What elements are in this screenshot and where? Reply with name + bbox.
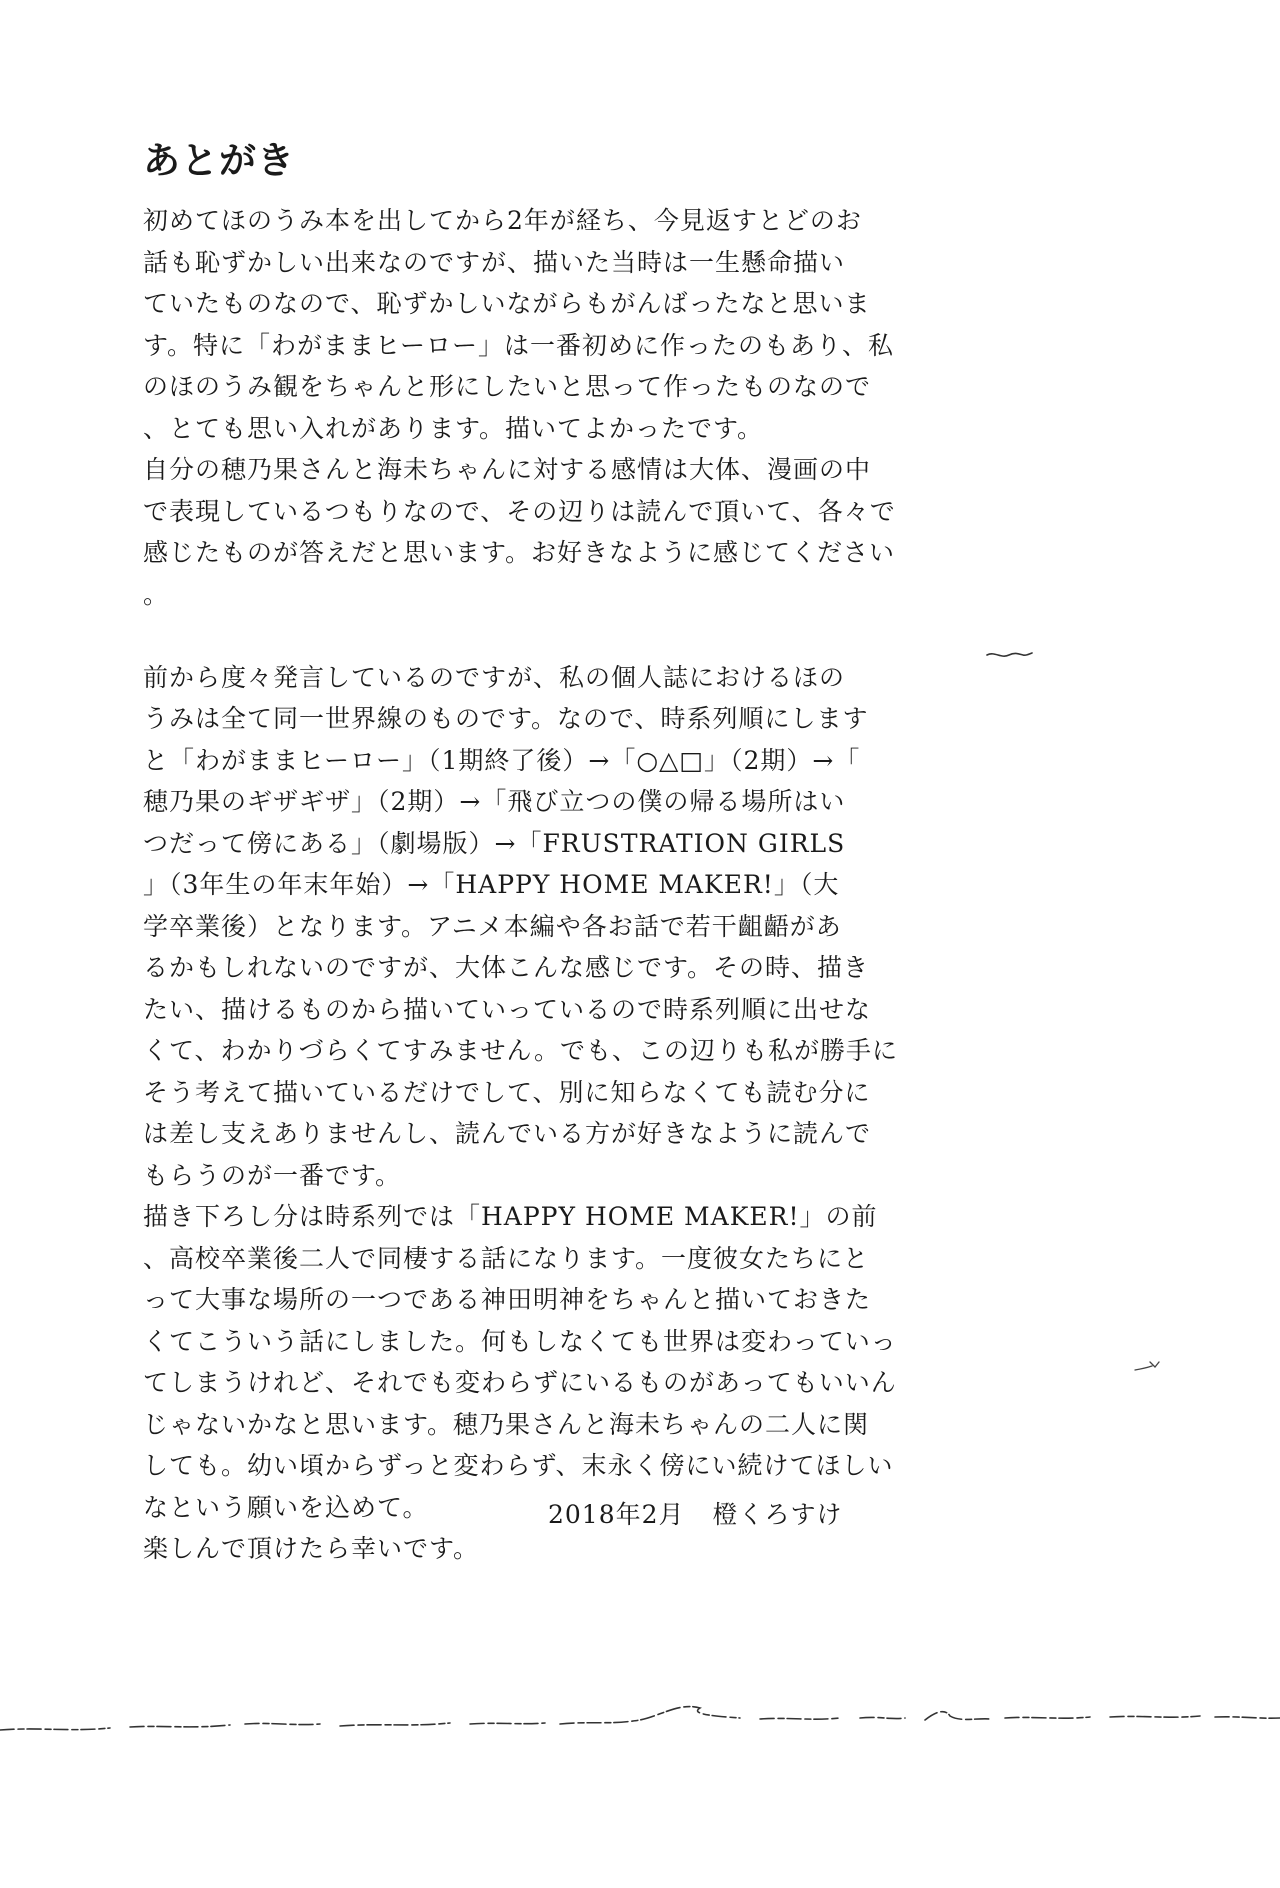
signature (548, 1502, 843, 1527)
margin-scribble-lower (1132, 1356, 1162, 1376)
text-line: 楽しんで頂けたら幸いです。 (143, 1534, 480, 1563)
text-line: 描き下ろし分は時系列では「HAPPY HOME MAKER!」の前 (143, 1202, 878, 1231)
text-line: たい、描けるものから描いていっているので時系列順に出せな (143, 994, 872, 1024)
text-line: てしまうけれど、それでも変わらずにいるものがあってもいいん (143, 1368, 897, 1397)
text-line: つだって傍にある」（劇場版）→「FRUSTRATION GIRLS (143, 828, 846, 858)
text-line: ていたものなので、恥ずかしいながらもがんばったなと思いま (143, 289, 871, 318)
page-title: あとがき (143, 139, 295, 182)
paragraph-spacer (143, 615, 873, 657)
text-line: 初めてほのうみ本を出してから2年が経ち、今見返すとどのお (143, 206, 862, 235)
text-line: るかもしれないのですが、大体こんな感じです。その時、描き (143, 953, 870, 982)
text-line: なという願いを込めて。 (143, 1492, 429, 1522)
text-line: のほのうみ観をちゃんと形にしたいと思って作ったものなので (143, 372, 872, 401)
text-line: 。 (143, 579, 170, 609)
bottom-scan-edge (0, 1694, 1280, 1738)
text-line: じゃないかなと思います。穂乃果さんと海未ちゃんの二人に関 (143, 1409, 870, 1439)
text-line: 自分の穂乃果さんと海未ちゃんに対する感情は大体、漫画の中 (143, 455, 872, 484)
text-line: 前から度々発言しているのですが、私の個人誌におけるほの (143, 662, 846, 692)
text-line: 話も恥ずかしい出来なのですが、描いた当時は一生懸命描い (143, 247, 846, 277)
text-line: そう考えて描いているだけでして、別に知らなくても読む分に (143, 1077, 871, 1107)
signature-author: 橙くろすけ (712, 1500, 843, 1529)
text-line: と「わがままヒーロー」（1期終了後）→「○△□」（2期）→「 (143, 745, 861, 775)
text-line: す。特に「わがままヒーロー」は一番初めに作ったのもあり、私 (143, 330, 895, 360)
text-line: しても。幼い頃からずっと変わらず、末永く傍にい続けてほしい (143, 1451, 894, 1480)
text-line: 」（3年生の年末年始）→「HAPPY HOME MAKER!」（大 (143, 870, 840, 899)
text-line: 学卒業後）となります。アニメ本編や各お話で若干齟齬があ (143, 911, 842, 941)
text-line: 、とても思い入れがあります。描いてよかったです。 (143, 413, 764, 443)
text-line: って大事な場所の一つである神田明神をちゃんと描いておきた (143, 1285, 872, 1314)
text-line: くてこういう話にしました。何もしなくても世界は変わっていっ (143, 1326, 897, 1356)
paragraph (143, 657, 899, 1570)
text-line: うみは全て同一世界線のものです。なので、時系列順にします (143, 704, 869, 733)
text-line: で表現しているつもりなので、その辺りは読んで頂いて、各々で (143, 496, 896, 526)
text-line: 感じたものが答えだと思います。お好きなように感じてください (143, 538, 896, 567)
text-line: 、高校卒業後二人で同棲する話になります。一度彼女たちにと (143, 1243, 870, 1273)
text-line: くて、わかりづらくてすみません。でも、この辺りも私が勝手に (143, 1036, 899, 1065)
afterword-body (143, 200, 899, 1570)
margin-scribble-upper (985, 645, 1035, 665)
text-line: もらうのが一番です。 (143, 1160, 402, 1190)
text-line: 穂乃果のギザギザ」（2期）→「飛び立つの僕の帰る場所はい (143, 787, 846, 816)
paragraph (143, 200, 896, 615)
signature-date: 2018年2月 (548, 1500, 685, 1529)
text-line: は差し支えありませんし、読んでいる方が好きなように読んで (143, 1119, 872, 1148)
